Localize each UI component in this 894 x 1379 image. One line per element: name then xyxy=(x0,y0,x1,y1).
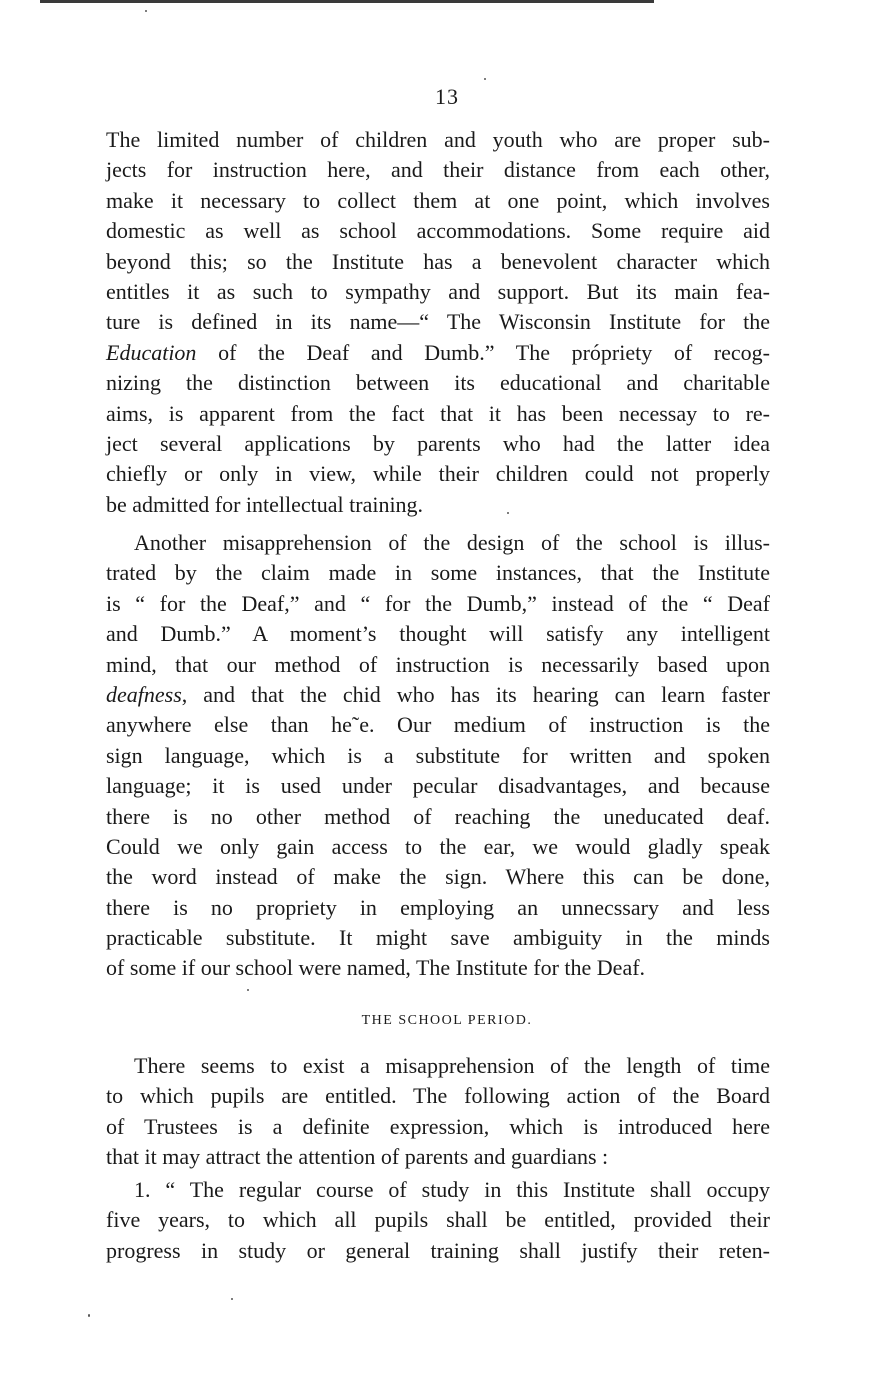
paragraph-3 xyxy=(106,1051,770,1173)
text-line: ture is defined in its name—“ The Wisconsin Institute for the xyxy=(106,309,770,335)
paragraph-4 xyxy=(106,1175,770,1266)
section-heading: THE SCHOOL PERIOD. xyxy=(361,1013,533,1028)
print-speck xyxy=(231,1298,233,1300)
italic-word-education: Education xyxy=(106,339,197,365)
text-line: there is no propriety in employing an unnecssary and less xyxy=(106,894,770,920)
print-speck xyxy=(507,512,509,514)
text-line: beyond this; so the Institute has a benevolent character which xyxy=(106,248,770,274)
paragraph-2 xyxy=(106,528,770,984)
text-line: language; it is used under pecular disadvantages, and because xyxy=(106,773,770,799)
text-line: domestic as well as school accommodations. Some require aid xyxy=(106,218,770,244)
text-line: anywhere else than he˜e. Our medium of instruction is the xyxy=(106,712,770,738)
text-line: 1. “ The regular course of study in this Institute shall occupy xyxy=(134,1177,770,1202)
text-line: mind, that our method of instruction is necessarily based upon xyxy=(106,651,770,677)
text-line: of Trustees is a definite expression, which is introduced here xyxy=(106,1113,770,1139)
text-line: progress in study or general training shall justify their reten- xyxy=(106,1237,770,1263)
top-edge-rule xyxy=(40,0,654,3)
text-line: chiefly or only in view, while their children could not properly xyxy=(106,461,770,487)
text-line: five years, to which all pupils shall be entitled, provided their xyxy=(106,1207,770,1233)
print-speck xyxy=(484,78,486,80)
text-line: to which pupils are entitled. The following action of the Board xyxy=(106,1083,770,1109)
text-fragment: , and that the chid who has its hearing can learn faster xyxy=(181,681,770,707)
text-line: sign language, which is a substitute for written and spoken xyxy=(106,742,770,768)
text-line: trated by the claim made in some instances, that the Institute xyxy=(106,560,770,586)
text-line: There seems to exist a misapprehension of the length of time xyxy=(134,1053,770,1078)
text-line: aims, is apparent from the fact that it has been necessay to re- xyxy=(106,400,770,426)
text-line: The limited number of children and youth who are proper sub- xyxy=(106,127,770,152)
page-number: 13 xyxy=(435,84,459,109)
text-line: entitles it as such to sympathy and support. But its main fea- xyxy=(106,278,770,304)
text-line-with-italic xyxy=(106,338,770,368)
text-fragment: of the Deaf and Dumb.” The própriety of recog- xyxy=(218,339,770,365)
print-speck xyxy=(88,1314,90,1317)
text-line: Could we only gain access to the ear, we would gladly speak xyxy=(106,833,770,859)
text-line: make it necessary to collect them at one point, which involves xyxy=(106,187,770,213)
text-line: nizing the distinction between its educational and charitable xyxy=(106,370,770,396)
text-line: be admitted for intellectual training. xyxy=(106,491,424,517)
text-line: of some if our school were named, The Institute for the Deaf. xyxy=(106,955,646,981)
text-line: Another misapprehension of the design of the school is illus- xyxy=(134,530,770,555)
text-line: the word instead of make the sign. Where this can be done, xyxy=(106,864,770,890)
text-line-with-italic xyxy=(106,680,770,710)
text-line: ject several applications by parents who had the latter idea xyxy=(106,430,770,456)
print-speck xyxy=(145,10,147,12)
text-line: and Dumb.” A moment’s thought will satisfy any intelligent xyxy=(106,621,770,647)
print-speck xyxy=(247,989,249,991)
text-line: jects for instruction here, and their distance from each other, xyxy=(106,157,770,183)
text-line: that it may attract the attention of parents and guardians : xyxy=(106,1144,609,1170)
text-line: practicable substitute. It might save ambiguity in the minds xyxy=(106,925,770,951)
text-line: there is no other method of reaching the uneducated deaf. xyxy=(106,803,770,829)
text-line: is “ for the Deaf,” and “ for the Dumb,” instead of the “ Deaf xyxy=(106,590,770,616)
italic-word-deafness: deafness xyxy=(106,681,182,707)
paragraph-1 xyxy=(106,125,770,520)
